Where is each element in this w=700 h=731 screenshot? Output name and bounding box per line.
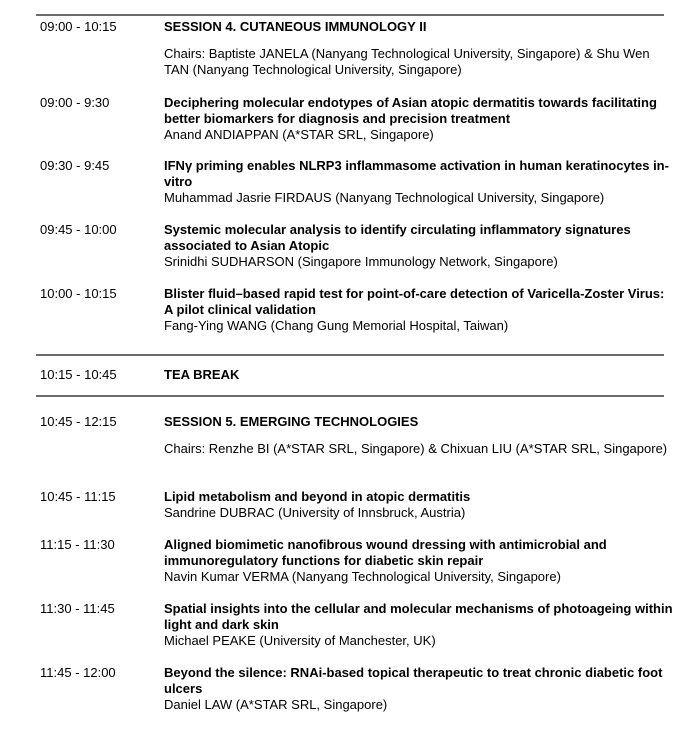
talk-time: 10:45 - 11:15 (40, 489, 116, 504)
talk-time: 09:45 - 10:00 (40, 222, 117, 237)
talk-speaker: Navin Kumar VERMA (Nanyang Technological University, Singapore) (164, 569, 561, 584)
break-time: 10:15 - 10:45 (40, 367, 117, 382)
talk-title: IFNγ priming enables NLRP3 inflammasome activation in human keratinocytes in-vitro (164, 158, 669, 189)
talk-content (164, 537, 674, 585)
break-content (164, 367, 674, 383)
divider-tea-top (36, 354, 664, 356)
talk-time: 11:15 - 11:30 (40, 537, 115, 552)
session-content (164, 414, 674, 457)
divider-top (36, 14, 664, 16)
talk-speaker: Srinidhi SUDHARSON (Singapore Immunology Network, Singapore) (164, 254, 558, 269)
divider-tea-bottom (36, 395, 664, 397)
session-title: SESSION 5. EMERGING TECHNOLOGIES (164, 414, 419, 429)
session-content (164, 19, 674, 78)
talk-title: Systemic molecular analysis to identify circulating inflammatory signatures associated to Asian Atopic (164, 222, 631, 253)
talk-speaker: Fang-Ying WANG (Chang Gung Memorial Hospital, Taiwan) (164, 318, 509, 333)
talk-time: 11:30 - 11:45 (40, 601, 115, 616)
talk-content (164, 489, 674, 521)
talk-speaker: Anand ANDIAPPAN (A*STAR SRL, Singapore) (164, 127, 434, 142)
talk-time: 10:00 - 10:15 (40, 286, 117, 301)
break-title: TEA BREAK (164, 367, 240, 382)
talk-title: Spatial insights into the cellular and molecular mechanisms of photoageing within light and dark skin (164, 601, 673, 632)
session-title: SESSION 4. CUTANEOUS IMMUNOLOGY II (164, 19, 427, 34)
talk-title: Blister fluid–based rapid test for point-of-care detection of Varicella-Zoster Virus: A pilot clinical validation (164, 286, 665, 317)
talk-content (164, 95, 674, 143)
session-time: 10:45 - 12:15 (40, 414, 117, 429)
talk-content (164, 665, 674, 713)
talk-title: Aligned biomimetic nanofibrous wound dressing with antimicrobial and immunoregulatory functions for diabetic skin repair (164, 537, 607, 568)
talk-time: 09:30 - 9:45 (40, 158, 110, 173)
talk-title: Lipid metabolism and beyond in atopic dermatitis (164, 489, 471, 504)
talk-title: Deciphering molecular endotypes of Asian atopic dermatitis towards facilitating better biomarkers for diagnosis and precision treatment (164, 95, 657, 126)
talk-content (164, 158, 674, 206)
talk-speaker: Muhammad Jasrie FIRDAUS (Nanyang Technological University, Singapore) (164, 190, 605, 205)
talk-speaker: Michael PEAKE (University of Manchester, UK) (164, 633, 436, 648)
session-chairs: Chairs: Renzhe BI (A*STAR SRL, Singapore) & Chixuan LIU (A*STAR SRL, Singapore) (164, 441, 668, 456)
talk-time: 09:00 - 9:30 (40, 95, 110, 110)
talk-title: Beyond the silence: RNAi-based topical therapeutic to treat chronic diabetic foot ulcers (164, 665, 663, 696)
session-time: 09:00 - 10:15 (40, 19, 117, 34)
talk-speaker: Sandrine DUBRAC (University of Innsbruck, Austria) (164, 505, 466, 520)
talk-content (164, 286, 674, 334)
talk-content (164, 601, 674, 649)
talk-speaker: Daniel LAW (A*STAR SRL, Singapore) (164, 697, 388, 712)
session-chairs: Chairs: Baptiste JANELA (Nanyang Technological University, Singapore) & Shu Wen TAN (Nanyang Technological University, Singapore) (164, 46, 650, 77)
talk-content (164, 222, 674, 270)
talk-time: 11:45 - 12:00 (40, 665, 116, 680)
